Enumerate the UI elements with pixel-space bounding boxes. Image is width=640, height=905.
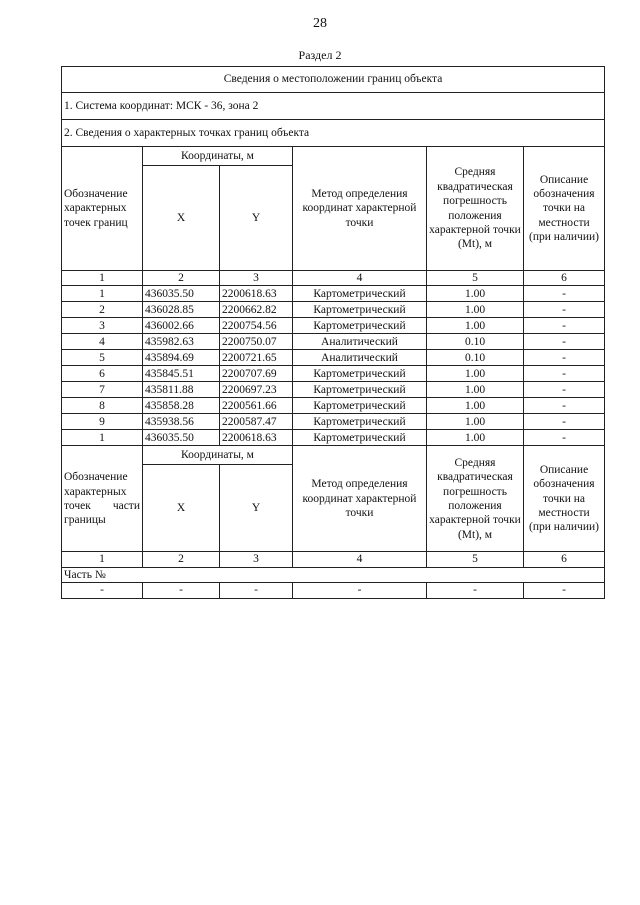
column-numbers-row [62, 271, 605, 286]
cell-mt: 0.10 [427, 334, 524, 350]
cell-method: Картометрический [293, 414, 427, 430]
cell-y: 2200662.82 [220, 302, 293, 318]
cell-desc: - [524, 398, 605, 414]
cell-mt: 1.00 [427, 318, 524, 334]
table-row [62, 430, 605, 446]
col-number: 1 [62, 271, 143, 286]
table-row [62, 398, 605, 414]
points-heading: 2. Сведения о характерных точках границ объекта [62, 120, 605, 147]
col-number: 2 [143, 271, 220, 286]
table-row [62, 366, 605, 382]
cell-n: 3 [62, 318, 143, 334]
cell-mt: 1.00 [427, 414, 524, 430]
col-number: 6 [524, 271, 605, 286]
cell-mt: 0.10 [427, 350, 524, 366]
cell-mt: 1.00 [427, 286, 524, 302]
cell-method: Аналитический [293, 350, 427, 366]
cell-y: 2200587.47 [220, 414, 293, 430]
cell-x: 436028.85 [143, 302, 220, 318]
error-header: Средняя квадратическая погрешность положения характерной точки (Mt), м [427, 147, 524, 271]
cell-method: Картометрический [293, 318, 427, 334]
cell-mt: 1.00 [427, 366, 524, 382]
cell-n: 1 [62, 430, 143, 446]
cell-x: 436035.50 [143, 430, 220, 446]
cell-method: Аналитический [293, 334, 427, 350]
col-number: 3 [220, 552, 293, 567]
cell-desc: - [524, 350, 605, 366]
cell-method: Картометрический [293, 398, 427, 414]
cell-x: 435894.69 [143, 350, 220, 366]
cell-x: 435982.63 [143, 334, 220, 350]
cell-n: 4 [62, 334, 143, 350]
cell-desc: - [524, 430, 605, 446]
cell-method: Картометрический [293, 366, 427, 382]
table-row [62, 286, 605, 302]
cell-desc: - [524, 414, 605, 430]
col-number: 3 [220, 271, 293, 286]
table-row [62, 318, 605, 334]
cell-y: 2200707.69 [220, 366, 293, 382]
table-row [62, 382, 605, 398]
cell-n: 7 [62, 382, 143, 398]
col-number: 1 [62, 552, 143, 567]
coord-system: 1. Система координат: МСК - 36, зона 2 [62, 93, 605, 120]
coordinates-header-2: Координаты, м [143, 446, 293, 465]
y-header: Y [220, 166, 293, 271]
cell-y: 2200618.63 [220, 286, 293, 302]
col-number: 2 [143, 552, 220, 567]
part-cell: - [427, 583, 524, 598]
cell-n: 8 [62, 398, 143, 414]
cell-x: 435845.51 [143, 366, 220, 382]
description-header-2: Описание обозначения точки на местности (при наличии) [524, 446, 605, 552]
cell-method: Картометрический [293, 430, 427, 446]
cell-n: 2 [62, 302, 143, 318]
col-number: 5 [427, 552, 524, 567]
cell-desc: - [524, 318, 605, 334]
part-cell: - [293, 583, 427, 598]
table-row [62, 334, 605, 350]
boundaries-table [61, 66, 605, 599]
col-number: 6 [524, 552, 605, 567]
col-number: 4 [293, 271, 427, 286]
cell-y: 2200754.56 [220, 318, 293, 334]
description-header: Описание обозначения точки на местности (при наличии) [524, 147, 605, 271]
part-cell: - [524, 583, 605, 598]
cell-y: 2200561.66 [220, 398, 293, 414]
coordinates-header: Координаты, м [143, 147, 293, 166]
cell-method: Картометрический [293, 302, 427, 318]
x-header-2: X [143, 465, 220, 552]
cell-y: 2200697.23 [220, 382, 293, 398]
cell-desc: - [524, 366, 605, 382]
cell-y: 2200750.07 [220, 334, 293, 350]
table-title: Сведения о местоположении границ объекта [62, 67, 605, 93]
cell-x: 435811.88 [143, 382, 220, 398]
x-header: X [143, 166, 220, 271]
cell-mt: 1.00 [427, 430, 524, 446]
cell-desc: - [524, 334, 605, 350]
cell-mt: 1.00 [427, 382, 524, 398]
part-cell: - [220, 583, 293, 598]
y-header-2: Y [220, 465, 293, 552]
part-row [62, 583, 605, 598]
part-label: Часть № [62, 567, 605, 582]
cell-x: 435858.28 [143, 398, 220, 414]
column-numbers-row-2 [62, 552, 605, 567]
method-header-2: Метод определения координат характерной точки [293, 446, 427, 552]
cell-method: Картометрический [293, 382, 427, 398]
col-number: 4 [293, 552, 427, 567]
cell-n: 1 [62, 286, 143, 302]
part-cell: - [143, 583, 220, 598]
part-cell: - [62, 583, 143, 598]
cell-mt: 1.00 [427, 302, 524, 318]
cell-y: 2200618.63 [220, 430, 293, 446]
table-row [62, 302, 605, 318]
cell-n: 5 [62, 350, 143, 366]
designation-header: Обозначение характерных точек границ [62, 147, 143, 271]
table-row [62, 350, 605, 366]
cell-desc: - [524, 382, 605, 398]
cell-desc: - [524, 286, 605, 302]
cell-n: 9 [62, 414, 143, 430]
method-header: Метод определения координат характерной точки [293, 147, 427, 271]
table-row [62, 414, 605, 430]
cell-n: 6 [62, 366, 143, 382]
section-title: Раздел 2 [298, 48, 342, 62]
cell-y: 2200721.65 [220, 350, 293, 366]
part-designation-header: Обозначение характерных точек части границы [62, 446, 143, 552]
cell-desc: - [524, 302, 605, 318]
cell-x: 435938.56 [143, 414, 220, 430]
cell-x: 436002.66 [143, 318, 220, 334]
cell-method: Картометрический [293, 286, 427, 302]
col-number: 5 [427, 271, 524, 286]
cell-x: 436035.50 [143, 286, 220, 302]
page-number: 28 [313, 16, 327, 31]
error-header-2: Средняя квадратическая погрешность положения характерной точки (Mt), м [427, 446, 524, 552]
cell-mt: 1.00 [427, 398, 524, 414]
